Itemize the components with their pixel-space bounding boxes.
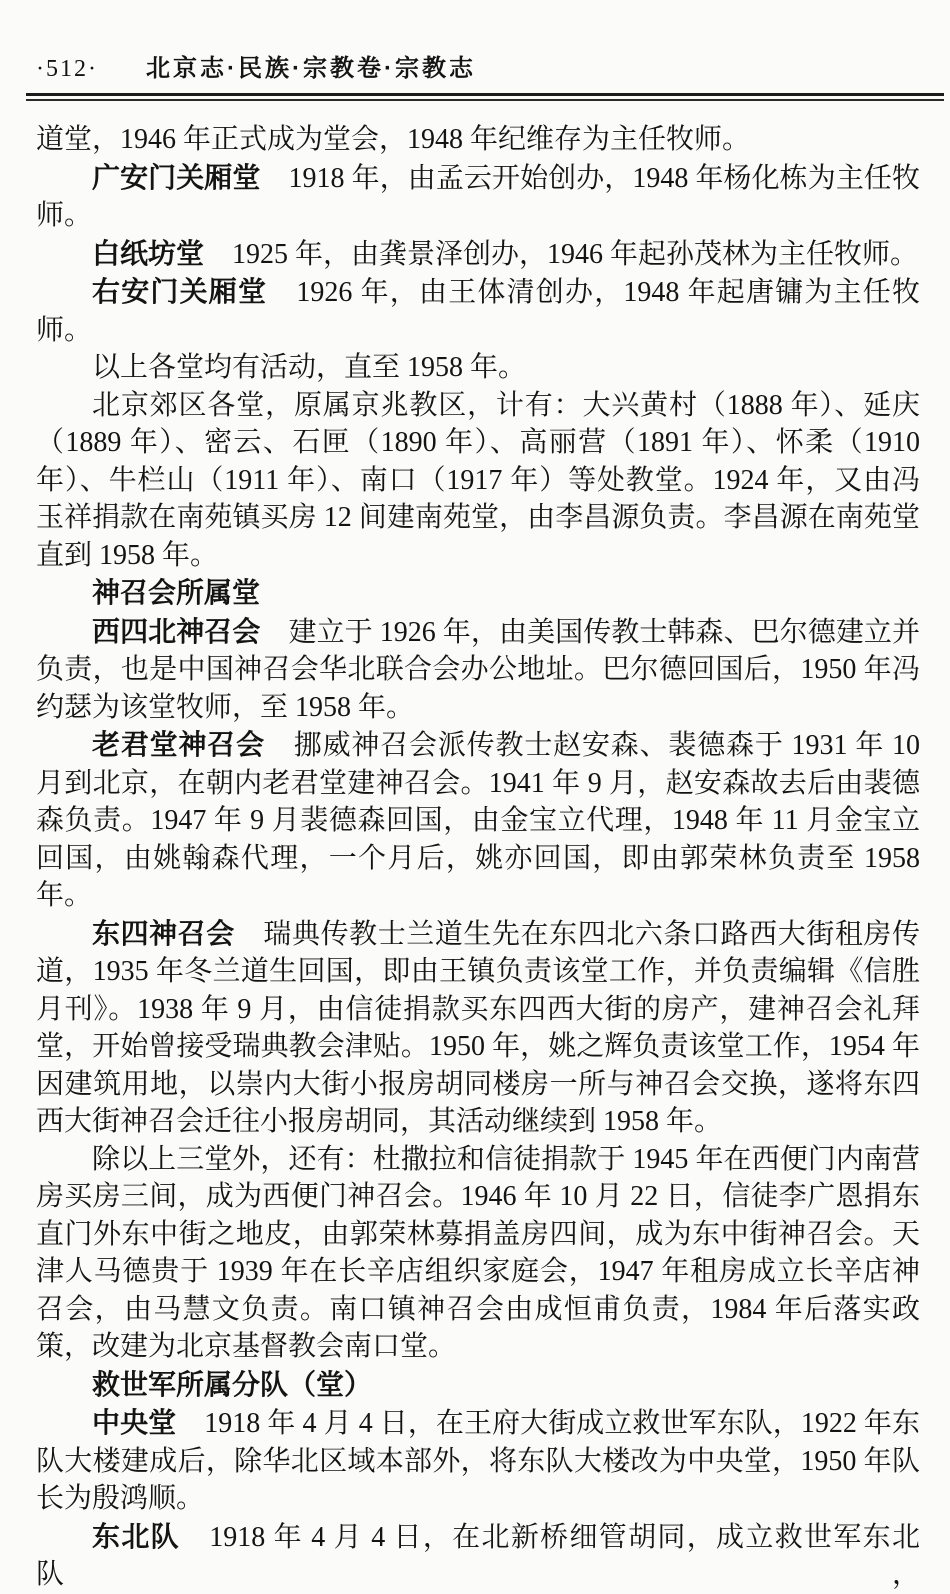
paragraph-text: 以上各堂均有活动，直至 1958 年。 [92,352,527,383]
paragraph-text: 道堂，1946 年正式成为堂会，1948 年纪维存为主任牧师。 [36,124,751,155]
paragraph-text: 瑞典传教士兰道生先在东四北六条口路西大街租房传道，1935 年冬兰道生回国，即由王镇负责该堂工作，并负责编辑《信胜月刊》。1938 年 9 月，由信徒捐款买东四西大街的房产，建神召会礼拜堂，开始曾接受瑞典教会津贴。1950 年，姚之辉负责该堂工作，1954 年因建筑用地，以崇内大街小报房胡同楼房一所与神召会交换，遂将东四西大街神召会迁往小报房胡同，其活动继续到 1958 年。 [36,918,920,1137]
paragraph [36,159,920,235]
paragraph [36,121,920,159]
paragraph-lead: 右安门关厢堂 [92,276,268,307]
paragraph-text: 1918 年 4 月 4 日，在北新桥细管胡同，成立救世军东北队， [36,1521,920,1590]
paragraph-text: 1918 年，由孟云开始创办，1948 年杨化栋为主任牧师。 [36,162,920,231]
paragraph-lead: 白纸坊堂 [92,237,205,269]
paragraph-lead: 广安门关厢堂 [92,161,261,193]
paragraph [36,1404,920,1518]
paragraph-text: 挪威神召会派传教士赵安森、裴德森于 1931 年 10 月到北京，在朝内老君堂建神召会。1941 年 9 月，赵安森故去后由裴德森负责。1947 年 9 月裴德森回国，由金宝立代理，1948 年 11 月金宝立回国，由姚翰森代理，一个月后，姚亦回国，即由郭荣林负责至 1958 年。 [36,730,920,911]
paragraph-text: 1918 年 4 月 4 日，在王府大街成立救世军东队，1922 年东队大楼建成后，除华北区域本部外，将东队大楼改为中央堂，1950 年队长为殷鸿顺。 [36,1408,920,1514]
book-title: 北京志·民族·宗教卷·宗教志 [145,55,476,82]
paragraph-lead: 老君堂神召会 [92,729,265,760]
paragraph [36,1141,920,1366]
paragraph-text: 1925 年，由龚景泽创办，1946 年起孙茂林为主任牧师。 [204,238,919,270]
paragraph-lead: 东北队 [92,1520,180,1552]
paragraph [36,235,920,274]
section-heading-text: 救世军所属分队（堂） [92,1368,373,1400]
paragraph [36,387,920,575]
paragraph [36,915,920,1141]
paragraph-text: 北京郊区各堂，原属京兆教区，计有：大兴黄村（1888 年）、延庆（1889 年）、密云、石匣（1890 年）、高丽营（1891 年）、怀柔（1910 年）、牛栏山（1911 年）、南口（1917 年）等处教堂。1924 年，又由冯玉祥捐款在南苑镇买房 12 间建南苑堂，由李昌源负责。李昌源在南苑堂直到 1958 年。 [36,389,920,571]
page-header [36,0,920,83]
paragraph-text: 建立于 1926 年，由美国传教士韩森、巴尔德建立并负责，也是中国神召会华北联合会办公地址。巴尔德回国后，1950 年冯约瑟为该堂牧师，至 1958 年。 [36,616,920,723]
paragraph [36,1518,920,1594]
paragraph-text: 除以上三堂外，还有：杜撒拉和信徒捐款于 1945 年在西便门内南营房买房三间，成为西便门神召会。1946 年 10 月 22 日，信徒李广恩捐东直门外东中街之地皮，由郭荣林募捐盖房四间，成为东中街神召会。天津人马德贵于 1939 年在长辛店组织家庭会，1947 年租房成立长辛店神召会，由马慧文负责。南口镇神召会由成恒甫负责，1984 年后落实政策，改建为北京基督教会南口堂。 [36,1143,920,1362]
page-number: ·512· [36,56,98,82]
paragraph-lead: 西四北神召会 [92,615,261,647]
paragraph [36,349,920,387]
paragraph-lead: 东四神召会 [92,917,235,949]
section-heading [36,1366,920,1405]
paragraph-text: 1926 年，由王体清创办，1948 年起唐镛为主任牧师。 [36,277,920,346]
paragraph-lead: 中央堂 [92,1407,177,1438]
section-heading [36,574,920,613]
section-heading-text: 神召会所属堂 [92,577,261,608]
page-body [36,121,920,1594]
paragraph [36,726,920,915]
paragraph [36,273,920,349]
paragraph [36,613,920,727]
header-rule [26,93,944,101]
